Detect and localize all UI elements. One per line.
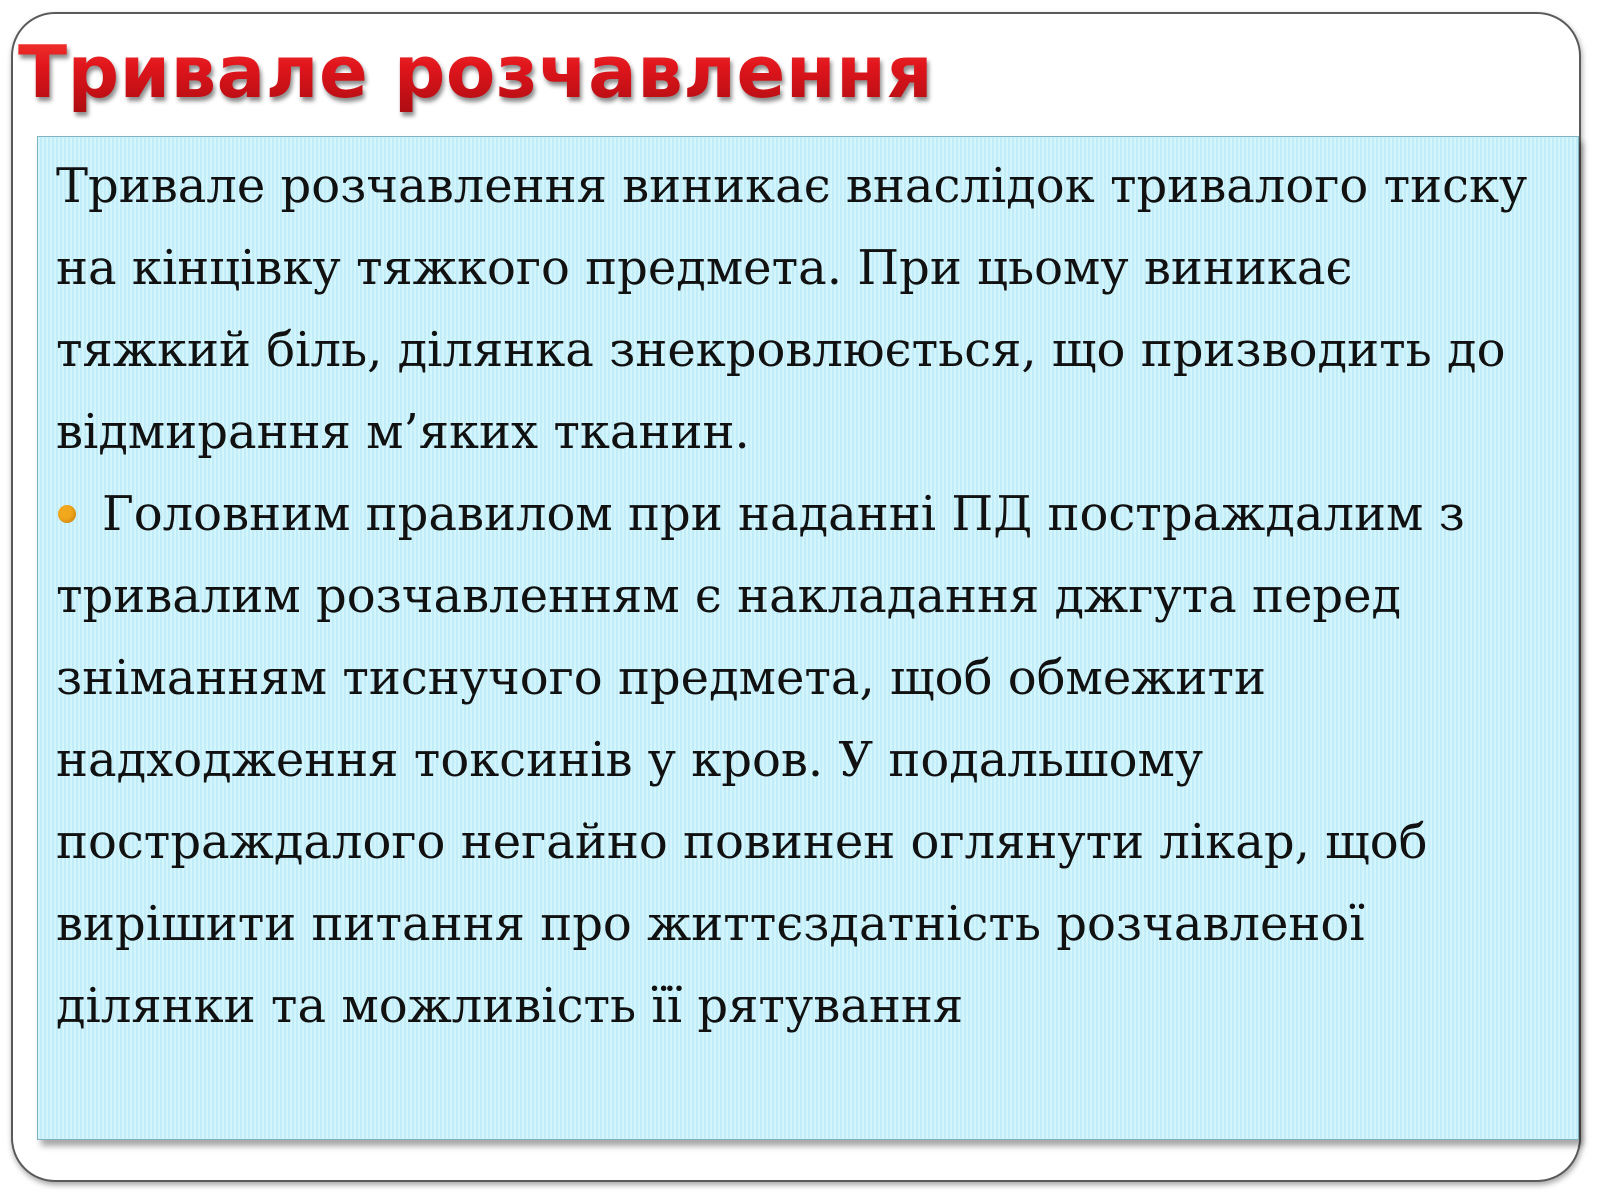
body-paragraph: Тривале розчавлення виникає внаслідок тривалого тиску на кінцівку тяжкого предмета. При цьому виникає тяжкий біль, ділянка знекровлюється, що призводить до відмирання м’яких тканин. xyxy=(56,158,1528,460)
bullet-text: Головним правилом при наданні ПД постраждалим з тривалим розчавленням є накладання джгута перед зніманням тиснучого предмета, щоб обмежити надходження токсинів у кров. У подальшому постраждалого негайно повинен оглянути лікар, щоб вирішити питання про життєздатність розчавленої ділянки та можливість її рятування xyxy=(56,486,1465,1034)
content-box xyxy=(37,136,1579,1140)
bullet-item xyxy=(56,473,1560,1047)
slide-title: Тривале розчавлення xyxy=(18,18,933,126)
bullet-dot-icon xyxy=(58,505,76,523)
